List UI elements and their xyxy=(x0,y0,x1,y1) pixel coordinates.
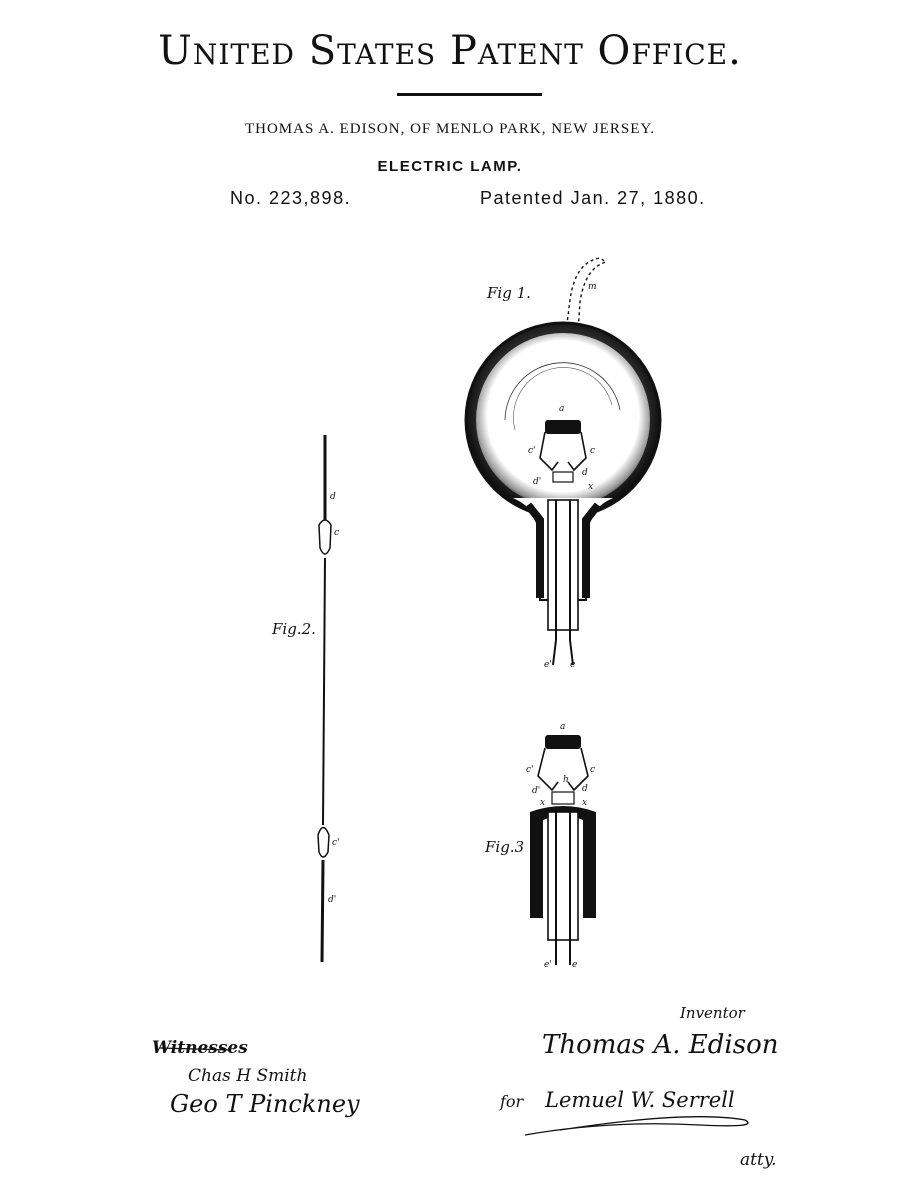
ref-letter-c-prime-fig2: c' xyxy=(332,838,340,848)
inventor-line: THOMAS A. EDISON, OF MENLO PARK, NEW JERSEY. xyxy=(244,121,656,137)
ref-letter-x-right-fig3: x xyxy=(582,798,588,808)
office-title: United States Patent Office. xyxy=(158,28,742,74)
inventor-signature: Thomas A. Edison xyxy=(542,1030,779,1060)
ref-letter-e: e xyxy=(570,660,576,670)
ref-letter-x-left-fig3: x xyxy=(540,798,546,808)
ref-letter-e-prime-fig3: e' xyxy=(544,960,552,970)
ref-letter-m: m xyxy=(588,282,597,292)
ref-letter-c-fig3: c xyxy=(590,765,596,775)
ref-letter-c-prime: c' xyxy=(528,446,536,456)
invention-title: ELECTRIC LAMP. xyxy=(377,158,523,175)
ref-letter-d-prime-fig2: d' xyxy=(328,895,337,905)
ref-letter-d-prime: d' xyxy=(533,477,542,487)
patent-number: No. 223,898. xyxy=(230,188,352,208)
fig2-label: Fig.2. xyxy=(272,620,316,638)
signature-flourish xyxy=(525,1117,748,1135)
attorney-suffix: atty. xyxy=(740,1150,777,1170)
patent-date: Patented Jan. 27, 1880. xyxy=(480,188,706,208)
fig2-filament xyxy=(318,435,331,962)
fig1-lamp xyxy=(466,258,660,665)
ref-letter-a-fig3: a xyxy=(560,722,566,732)
attorney-prefix: for xyxy=(500,1092,524,1111)
ref-letter-d-fig2: d xyxy=(330,492,336,502)
ref-letter-d: d xyxy=(582,468,588,478)
witness-signature-2: Geo T Pinckney xyxy=(170,1090,360,1118)
ref-letter-d-prime-fig3: d' xyxy=(532,786,541,796)
ref-letter-c: c xyxy=(590,446,596,456)
ref-letter-d-fig3: d xyxy=(582,784,588,794)
ref-letter-a: a xyxy=(559,404,565,414)
fig1-label: Fig 1. xyxy=(487,284,531,302)
ref-letter-c-prime-fig3: c' xyxy=(526,765,534,775)
fig3-label: Fig.3 xyxy=(485,838,525,856)
fig3-stem xyxy=(530,735,596,965)
ref-letter-c-fig2: c xyxy=(334,528,340,538)
witness-signature-1: Chas H Smith xyxy=(188,1066,308,1086)
ref-letter-x: x xyxy=(588,482,594,492)
ref-letter-e-fig3: e xyxy=(572,960,578,970)
ref-letter-h-fig3: h xyxy=(563,775,569,785)
ref-letter-e-prime: e' xyxy=(544,660,552,670)
attorney-signature: Lemuel W. Serrell xyxy=(545,1088,735,1112)
witnesses-label: Witnesses xyxy=(152,1038,248,1058)
inventor-label: Inventor xyxy=(680,1004,745,1022)
